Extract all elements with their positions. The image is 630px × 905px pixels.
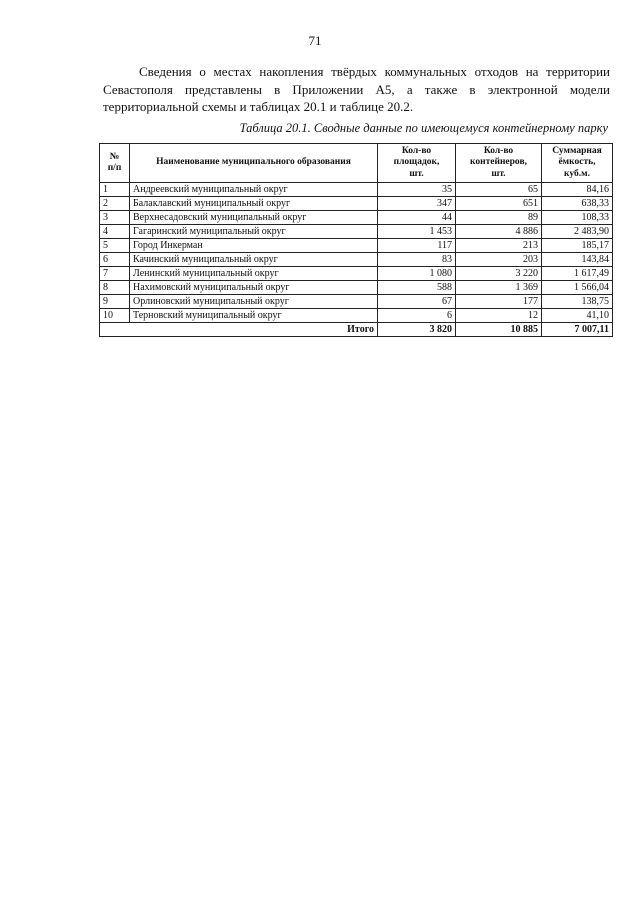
row-containers-count: 12 <box>456 309 542 323</box>
row-municipality-name: Качинский муниципальный округ <box>130 253 378 267</box>
intro-line: территориальной схемы и таблицах 20.1 и таблице 20.2. <box>103 99 414 114</box>
row-containers-count: 203 <box>456 253 542 267</box>
row-sites-count: 67 <box>378 295 456 309</box>
row-number: 3 <box>100 211 130 225</box>
row-containers-count: 89 <box>456 211 542 225</box>
row-number: 10 <box>100 309 130 323</box>
row-containers-count: 651 <box>456 197 542 211</box>
table-row <box>100 183 613 197</box>
row-capacity: 2 483,90 <box>542 225 613 239</box>
table-row <box>100 211 613 225</box>
total-containers: 10 885 <box>456 323 542 337</box>
header-capacity: Суммарная ёмкость, куб.м. <box>542 144 613 183</box>
container-fleet-table <box>99 143 613 337</box>
row-containers-count: 1 369 <box>456 281 542 295</box>
row-number: 8 <box>100 281 130 295</box>
row-sites-count: 1 453 <box>378 225 456 239</box>
row-sites-count: 35 <box>378 183 456 197</box>
table-row <box>100 239 613 253</box>
row-sites-count: 83 <box>378 253 456 267</box>
table-row <box>100 281 613 295</box>
row-municipality-name: Верхнесадовский муниципальный округ <box>130 211 378 225</box>
row-number: 2 <box>100 197 130 211</box>
total-sites: 3 820 <box>378 323 456 337</box>
row-number: 7 <box>100 267 130 281</box>
row-containers-count: 213 <box>456 239 542 253</box>
header-number: № п/п <box>100 144 130 183</box>
row-sites-count: 1 080 <box>378 267 456 281</box>
page-number: 71 <box>308 33 322 48</box>
row-sites-count: 347 <box>378 197 456 211</box>
total-label: Итого <box>100 323 378 337</box>
table-header-row <box>100 144 613 183</box>
header-sites: Кол-во площадок, шт. <box>378 144 456 183</box>
row-number: 6 <box>100 253 130 267</box>
row-containers-count: 4 886 <box>456 225 542 239</box>
row-municipality-name: Балаклавский муниципальный округ <box>130 197 378 211</box>
row-sites-count: 44 <box>378 211 456 225</box>
table-row <box>100 225 613 239</box>
table-row <box>100 253 613 267</box>
intro-line: Севастополя представлены в Приложении А5, а также в электронной модели <box>103 81 610 97</box>
row-municipality-name: Ленинский муниципальный округ <box>130 267 378 281</box>
row-municipality-name: Нахимовский муниципальный округ <box>130 281 378 295</box>
row-containers-count: 3 220 <box>456 267 542 281</box>
row-sites-count: 117 <box>378 239 456 253</box>
row-number: 4 <box>100 225 130 239</box>
row-number: 1 <box>100 183 130 197</box>
row-capacity: 143,84 <box>542 253 613 267</box>
row-municipality-name: Гагаринский муниципальный округ <box>130 225 378 239</box>
row-sites-count: 6 <box>378 309 456 323</box>
row-capacity: 84,16 <box>542 183 613 197</box>
row-containers-count: 65 <box>456 183 542 197</box>
row-capacity: 1 566,04 <box>542 281 613 295</box>
row-capacity: 41,10 <box>542 309 613 323</box>
table-row <box>100 197 613 211</box>
row-capacity: 138,75 <box>542 295 613 309</box>
row-capacity: 108,33 <box>542 211 613 225</box>
row-municipality-name: Орлиновский муниципальный округ <box>130 295 378 309</box>
row-capacity: 185,17 <box>542 239 613 253</box>
header-name: Наименование муниципального образования <box>130 144 378 183</box>
intro-line: Сведения о местах накопления твёрдых коммунальных отходов на территории <box>139 64 610 79</box>
total-capacity: 7 007,11 <box>542 323 613 337</box>
row-capacity: 638,33 <box>542 197 613 211</box>
row-municipality-name: Терновский муниципальный округ <box>130 309 378 323</box>
row-municipality-name: Город Инкерман <box>130 239 378 253</box>
intro-paragraph <box>103 63 610 116</box>
header-containers: Кол-во контейнеров, шт. <box>456 144 542 183</box>
row-number: 5 <box>100 239 130 253</box>
table-caption: Таблица 20.1. Сводные данные по имеющемуся контейнерному парку <box>239 121 608 135</box>
row-containers-count: 177 <box>456 295 542 309</box>
table-total-row <box>100 323 613 337</box>
row-sites-count: 588 <box>378 281 456 295</box>
table-row <box>100 295 613 309</box>
table-row <box>100 309 613 323</box>
row-municipality-name: Андреевский муниципальный округ <box>130 183 378 197</box>
row-capacity: 1 617,49 <box>542 267 613 281</box>
table-row <box>100 267 613 281</box>
row-number: 9 <box>100 295 130 309</box>
